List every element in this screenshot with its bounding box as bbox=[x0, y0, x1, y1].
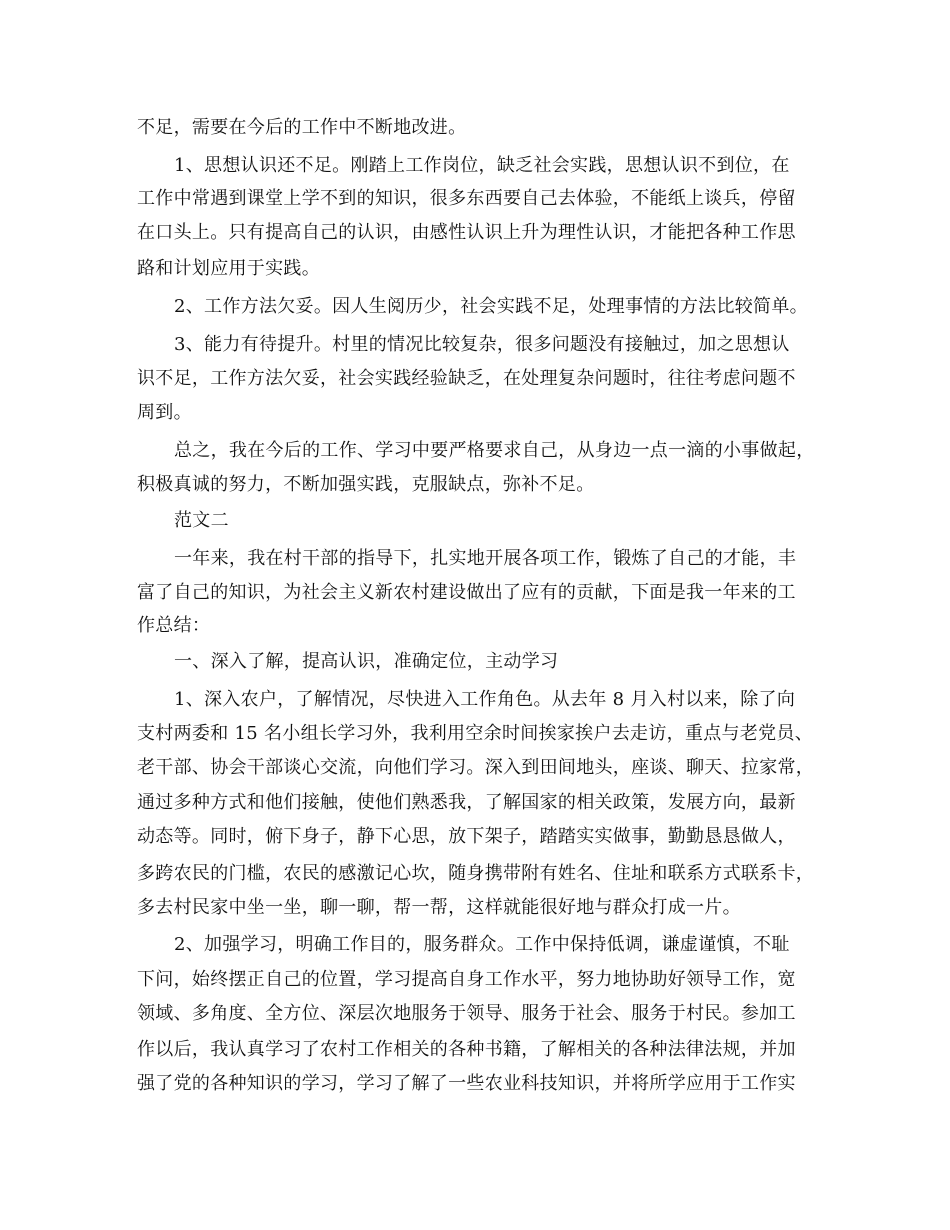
text-line: 动态等。同时，俯下身子，静下心思，放下架子，踏踏实实做事，勤勤恳恳做人， bbox=[137, 826, 796, 847]
text-line: 下问，始终摆正自己的位置，学习提高自身工作水平，努力地协助好领导工作，宽 bbox=[137, 969, 796, 990]
section-heading: 范文二 bbox=[174, 510, 229, 531]
text-line: 不足，需要在今后的工作中不断地改进。 bbox=[137, 117, 467, 138]
text-line: 积极真诚的努力，不断加强实践，克服缺点，弥补不足。 bbox=[137, 474, 595, 495]
text-line: 作总结： bbox=[137, 615, 211, 636]
text-line: 领域、多角度、全方位、深层次地服务于领导、服务于社会、服务于村民。参加工 bbox=[137, 1003, 796, 1024]
subheading: 一、深入了解，提高认识，准确定位，主动学习 bbox=[174, 651, 559, 672]
text-line: 1、思想认识还不足。刚踏上工作岗位，缺乏社会实践，思想认识不到位，在 bbox=[174, 155, 790, 176]
text-line: 总之，我在今后的工作、学习中要严格要求自己，从身边一点一滴的小事做起， bbox=[174, 440, 815, 461]
text-line: 富了自己的知识，为社会主义新农村建设做出了应有的贡献，下面是我一年来的工 bbox=[137, 582, 796, 603]
text-line: 多跨农民的门槛，农民的感激记心坎，随身携带附有姓名、住址和联系方式联系卡， bbox=[137, 863, 815, 884]
text-line: 1、深入农户，了解情况，尽快进入工作角色。从去年 8 月入村以来，除了向 bbox=[174, 689, 796, 710]
text-line: 工作中常遇到课堂上学不到的知识，很多东西要自己去体验，不能纸上谈兵，停留 bbox=[137, 188, 796, 209]
text-line: 3、能力有待提升。村里的情况比较复杂，很多问题没有接触过，加之思想认 bbox=[174, 334, 790, 355]
text-line: 路和计划应用于实践。 bbox=[137, 258, 320, 279]
text-line: 2、加强学习，明确工作目的，服务群众。工作中保持低调，谦虚谨慎，不耻 bbox=[174, 934, 790, 955]
text-line: 通过多种方式和他们接触，使他们熟悉我，了解国家的相关政策，发展方向，最新 bbox=[137, 792, 796, 813]
text-line: 作以后，我认真学习了农村工作相关的各种书籍，了解相关的各种法律法规，并加 bbox=[137, 1039, 796, 1060]
text-line: 在口头上。只有提高自己的认识，由感性认识上升为理性认识，才能把各种工作思 bbox=[137, 222, 796, 243]
text-line: 多去村民家中坐一坐，聊一聊，帮一帮，这样就能很好地与群众打成一片。 bbox=[137, 897, 741, 918]
text-line: 老干部、协会干部谈心交流，向他们学习。深入到田间地头，座谈、聊天、拉家常， bbox=[137, 757, 815, 778]
text-line: 一年来，我在村干部的指导下，扎实地开展各项工作，锻炼了自己的才能，丰 bbox=[174, 548, 797, 569]
text-line: 识不足，工作方法欠妥，社会实践经验缺乏，在处理复杂问题时，往往考虑问题不 bbox=[137, 368, 796, 389]
text-line: 支村两委和 15 名小组长学习外，我利用空余时间挨家挨户去走访，重点与老党员、 bbox=[137, 723, 814, 744]
text-line: 2、工作方法欠妥。因人生阅历少，社会实践不足，处理事情的方法比较简单。 bbox=[174, 296, 808, 317]
text-line: 强了党的各种知识的学习，学习了解了一些农业科技知识，并将所学应用于工作实 bbox=[137, 1073, 796, 1094]
text-line: 周到。 bbox=[137, 402, 192, 423]
